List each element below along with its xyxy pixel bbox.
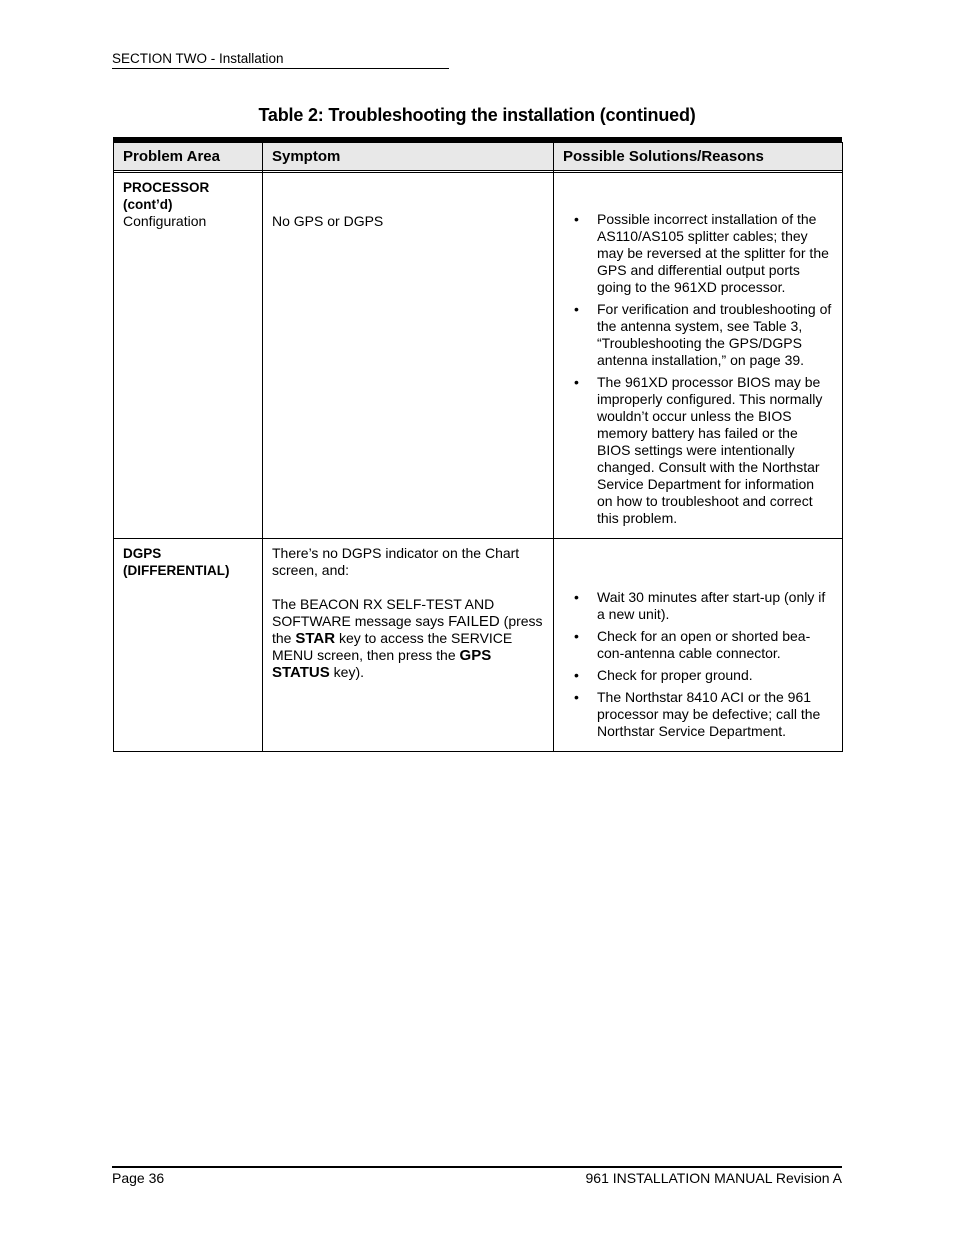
column-header-problem-area: Problem Area <box>114 143 263 171</box>
problem-area-cell <box>114 539 263 752</box>
problem-area-title: DGPS <box>123 546 162 561</box>
solution-text: For verification and troubleshooting of the antenna system, see Table 3, “Troubleshooting the GPS/DGPS antenna installation,” on page 39. <box>597 301 832 368</box>
bullet: • <box>574 667 579 683</box>
list-item <box>563 628 833 662</box>
symptom-detail-text: The BEACON RX SELF-TEST AND SOFTWARE message says <box>272 596 495 629</box>
solution-text: Check for an open or shorted bea-con-antenna cable connector. <box>597 628 811 661</box>
symptom-cell <box>263 173 554 539</box>
bullet: • <box>574 211 579 227</box>
column-header-symptom: Symptom <box>263 143 554 171</box>
column-header-solutions: Possible Solutions/Reasons <box>554 143 843 171</box>
solution-text: The Northstar 8410 ACI or the 961 processor may be defective; call the Northstar Service Department. <box>597 689 821 739</box>
page-number: Page 36 <box>112 1170 165 1186</box>
problem-area-cell <box>114 173 263 539</box>
table-header-row <box>114 143 843 171</box>
table-title: Table 2: Troubleshooting the installation (continued) <box>258 105 696 125</box>
symptom-detail-text: (press the <box>272 613 543 646</box>
solutions-cell <box>554 539 843 752</box>
footer-rule <box>112 1166 842 1168</box>
problem-area-subtitle: (cont’d) <box>123 197 173 212</box>
list-item <box>563 689 833 740</box>
solution-text: Possible incorrect installation of the AS110/AS105 splitter cables; they may be reversed at the splitter for the GPS and differential output ports going to the 961XD processor. <box>597 211 829 295</box>
problem-area-subtitle: (DIFFERENTIAL) <box>123 563 230 578</box>
symptom-detail-text: key). <box>329 664 365 680</box>
solution-text: Check for proper ground. <box>597 667 753 683</box>
bullet: • <box>574 374 579 390</box>
solution-text: Wait 30 minutes after start-up (only if a new unit). <box>597 589 826 622</box>
symptom-text: No GPS or DGPS <box>272 213 384 229</box>
solutions-list <box>563 211 833 527</box>
solutions-cell <box>554 173 843 539</box>
list-item <box>563 211 833 296</box>
symptom-detail <box>272 596 544 681</box>
failed-status-text: FAILED <box>448 613 500 630</box>
troubleshooting-table <box>113 137 842 752</box>
bullet: • <box>574 589 579 605</box>
gps-status-key-label: GPS STATUS <box>272 647 492 681</box>
bullet: • <box>574 301 579 317</box>
bullet: • <box>574 689 579 705</box>
symptom-text: There’s no DGPS indicator on the Chart screen, and: <box>272 545 520 578</box>
table-row <box>114 173 843 539</box>
solution-text: The 961XD processor BIOS may be improperly configured. This normally wouldn’t occur unless the BIOS memory battery has failed or the BIOS settings were intentionally changed. Consult with the Northstar Service Department for information on how to troubleshoot and correct this problem. <box>597 374 823 526</box>
manual-title: 961 INSTALLATION MANUAL Revision A <box>585 1170 842 1186</box>
running-head: SECTION TWO - Installation <box>112 51 449 69</box>
list-item <box>563 301 833 369</box>
list-item <box>563 589 833 623</box>
symptom-detail-text: key to access the SERVICE MENU screen, then press the <box>272 630 513 663</box>
problem-area-detail: Configuration <box>123 213 207 229</box>
list-item <box>563 667 833 684</box>
star-key-label: STAR <box>295 630 336 647</box>
symptom-cell <box>263 539 554 752</box>
table-row <box>114 539 843 752</box>
list-item <box>563 374 833 527</box>
bullet: • <box>574 628 579 644</box>
solutions-list <box>563 589 833 740</box>
problem-area-title: PROCESSOR <box>123 180 210 195</box>
